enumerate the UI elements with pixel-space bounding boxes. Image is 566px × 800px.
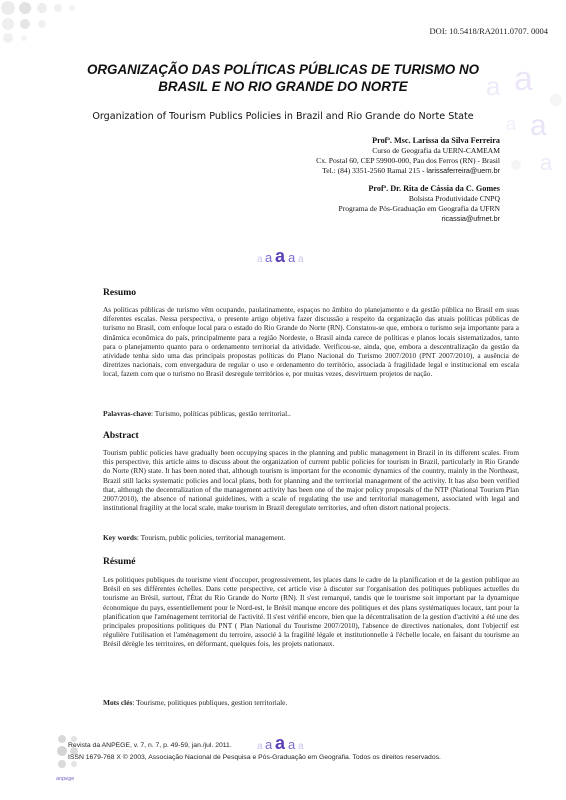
- abstract-keywords-label: Key words: [103, 533, 137, 542]
- resumo-text: As políticas públicas de turismo vêm ocupando, paulatinamente, espaços no âmbito do planejamento e da gestão pública no Brasil em suas diferentes escalas. Nessa perspectiva, o presente artigo objetiva fazer discussão a respeito da organização das atuais políticas públicas de turismo no Brasil, com enfoque local para o estado do Rio Grande do Norte (RN). Constatou-se que, embora o turismo seja importante para a dinâmica econômica do país, principalmente para a região Nordeste, o Brasil ainda carece de políticas e planos locais sistematizados, tanto para o planejamento quanto para o ordenamento territorial da atividade. Verificou-se, ainda, que, embora a descentralização da gestão da atividade tenha sido uma das principais propostas políticas do Plano Nacional do Turismo 2007/2010 (PNT 2007/2010), a ausência de diretrizes nacionais, com envergadura de regular o uso e ordenamento do território, associada à fragilidade legal e institucional em escala local, fazem com que o turismo no Brasil desregule territórios e, por muitas vezes, desvirtuem projetos de nação.: [103, 305, 519, 379]
- svg-text:a: a: [265, 250, 273, 265]
- title-line-2: BRASIL E NO RIO GRANDE DO NORTE: [158, 79, 408, 94]
- author-1-affiliation: Curso de Geografia da UERN-CAMEAM: [372, 146, 500, 155]
- resumo-keywords: [103, 409, 519, 418]
- svg-text:a: a: [257, 741, 263, 752]
- svg-text:a: a: [514, 60, 533, 98]
- author-block-2: [338, 184, 500, 224]
- abstract-heading: Abstract: [103, 430, 139, 441]
- svg-text:a: a: [540, 150, 553, 175]
- resumo-heading: Resumo: [103, 287, 137, 298]
- author-2-grant: Bolsista Produtividade CNPQ: [408, 194, 500, 203]
- svg-text:a: a: [288, 737, 296, 752]
- resumo-keywords-text: : Turismo, políticas públicas, gestão territorial..: [151, 409, 291, 418]
- svg-text:a: a: [265, 737, 273, 752]
- svg-text:a: a: [288, 250, 296, 265]
- svg-text:a: a: [486, 71, 501, 101]
- svg-text:a: a: [298, 254, 304, 265]
- svg-text:a: a: [506, 114, 517, 134]
- abstract-text: Tourism public policies have gradually been occupying spaces in the planning and public management in Brazil in its different scales. From this perspective, this article aims to discuss about the organization of current public policies for tourism in Brazil, particularly in Rio Grande do Norte (RN) state. It has been noted that, although tourism is important for the economic dynamics of the country, mainly in the Northeast, Brazil still lacks systematic policies and local plans, both for planning and the territorial management of the activity. It has also been verified that, although the decentralization of the management activity has been one of the major policy proposals of the NTP (National Tourism Plan 2007/2010), the absence of national guidelines, with a scale of regulating the use and territorial management, associated with legal and institutional fragility at the local scale, make tourism in Brazil deregulate territories, and often distort national projects.: [103, 448, 519, 513]
- resume-keywords: [103, 698, 519, 707]
- article-title: [40, 61, 526, 95]
- copyright-line: ISSN 1679-768 X © 2003, Associação Nacional de Pesquisa e Pós-Graduação em Geografia. Todos os direitos reservados.: [68, 754, 441, 761]
- resume-text: Les politiques publiques du tourisme vient d'occuper, progressivement, les places dans le cadre de la planification et de la gestion publique au Brésil en ses différentes échelles. Dans cette perspective, cet article vise à discuter sur l'organisation des politiques publiques actuelles du tourisme au Brésil, surtout, l'État du Rio Grande do Norte (RN). Il s'est remarqué, tandis que le tourisme soit important par la dynamique économique du pays, essentiellement pour le Nord-est, le Brésil manque encore des politiques et des plans systématiques locaux, tant pour la planification que l'aménagement territorial de l'activité. Il s'est vérifié encore, bien que la décentralisation de la gestion d'activité a été une des principales propositions politiques du PNT ( Plan National du Tourisme 2007/2010), l'absence de directives nationales, dont l'objectif est régulière l'utilisation et l'aménagement du terroire, associé à la fragilité légale et institutionnelle à l'échelle locale, en faisant du tourisme au Brésil dérègle les territoires, en déformant, quelques fois, les projets nationaux.: [103, 575, 519, 649]
- author-1-name: Profª. Msc. Larissa da Silva Ferreira: [372, 136, 500, 145]
- english-title: Organization of Tourism Publics Policies in Brazil and Rio Grande do Norte State: [92, 111, 474, 122]
- svg-text:a: a: [298, 741, 304, 752]
- abstract-keywords: [103, 533, 519, 542]
- abstract-keywords-text: : Tourism, public policies, territorial management.: [136, 533, 286, 542]
- resume-keywords-label: Mots clés: [103, 698, 133, 707]
- title-line-1: ORGANIZAÇÃO DAS POLÍTICAS PÚBLICAS DE TURISMO NO: [86, 62, 480, 77]
- author-2-program: Programa de Pós-Graduação em Geografia da UFRN: [338, 204, 500, 213]
- author-1-phone: Tel.: (84) 3351-2560 Ramal 215 -: [322, 166, 425, 175]
- resumo-keywords-label: Palavras-chave: [103, 409, 152, 418]
- author-2-name: Profª. Dr. Rita de Cássia da C. Gomes: [368, 184, 500, 193]
- aaaaa-logo-icon: [255, 246, 311, 266]
- author-block-1: [316, 136, 500, 176]
- author-1-email: larissaferreira@uern.br: [426, 166, 500, 175]
- separator-logo-top: [0, 246, 566, 271]
- doi-reference: DOI: 10.5418/RA2011.0707. 0004: [429, 26, 548, 36]
- author-2-email: ricassia@ufrnet.br: [441, 214, 500, 223]
- resume-keywords-text: : Tourisme, politiques publiques, gestion territoriale.: [132, 698, 288, 707]
- svg-text:a: a: [275, 246, 286, 266]
- svg-text:a: a: [275, 733, 286, 753]
- corner-dots-decoration: [0, 0, 85, 45]
- anpege-logo: anpege: [56, 776, 75, 782]
- svg-text:a: a: [257, 254, 263, 265]
- svg-text:a: a: [530, 109, 547, 142]
- author-1-contact: [316, 166, 500, 176]
- journal-citation: Revista da ANPEGE, v. 7, n. 7, p. 49-59, jan./jul. 2011.: [68, 742, 232, 749]
- resume-heading: Résumé: [103, 556, 136, 567]
- aaaaa-logo-icon: [255, 733, 311, 753]
- author-1-address: Cx. Postal 60, CEP 59900-000, Pau dos Ferros (RN) - Brasil: [316, 156, 500, 165]
